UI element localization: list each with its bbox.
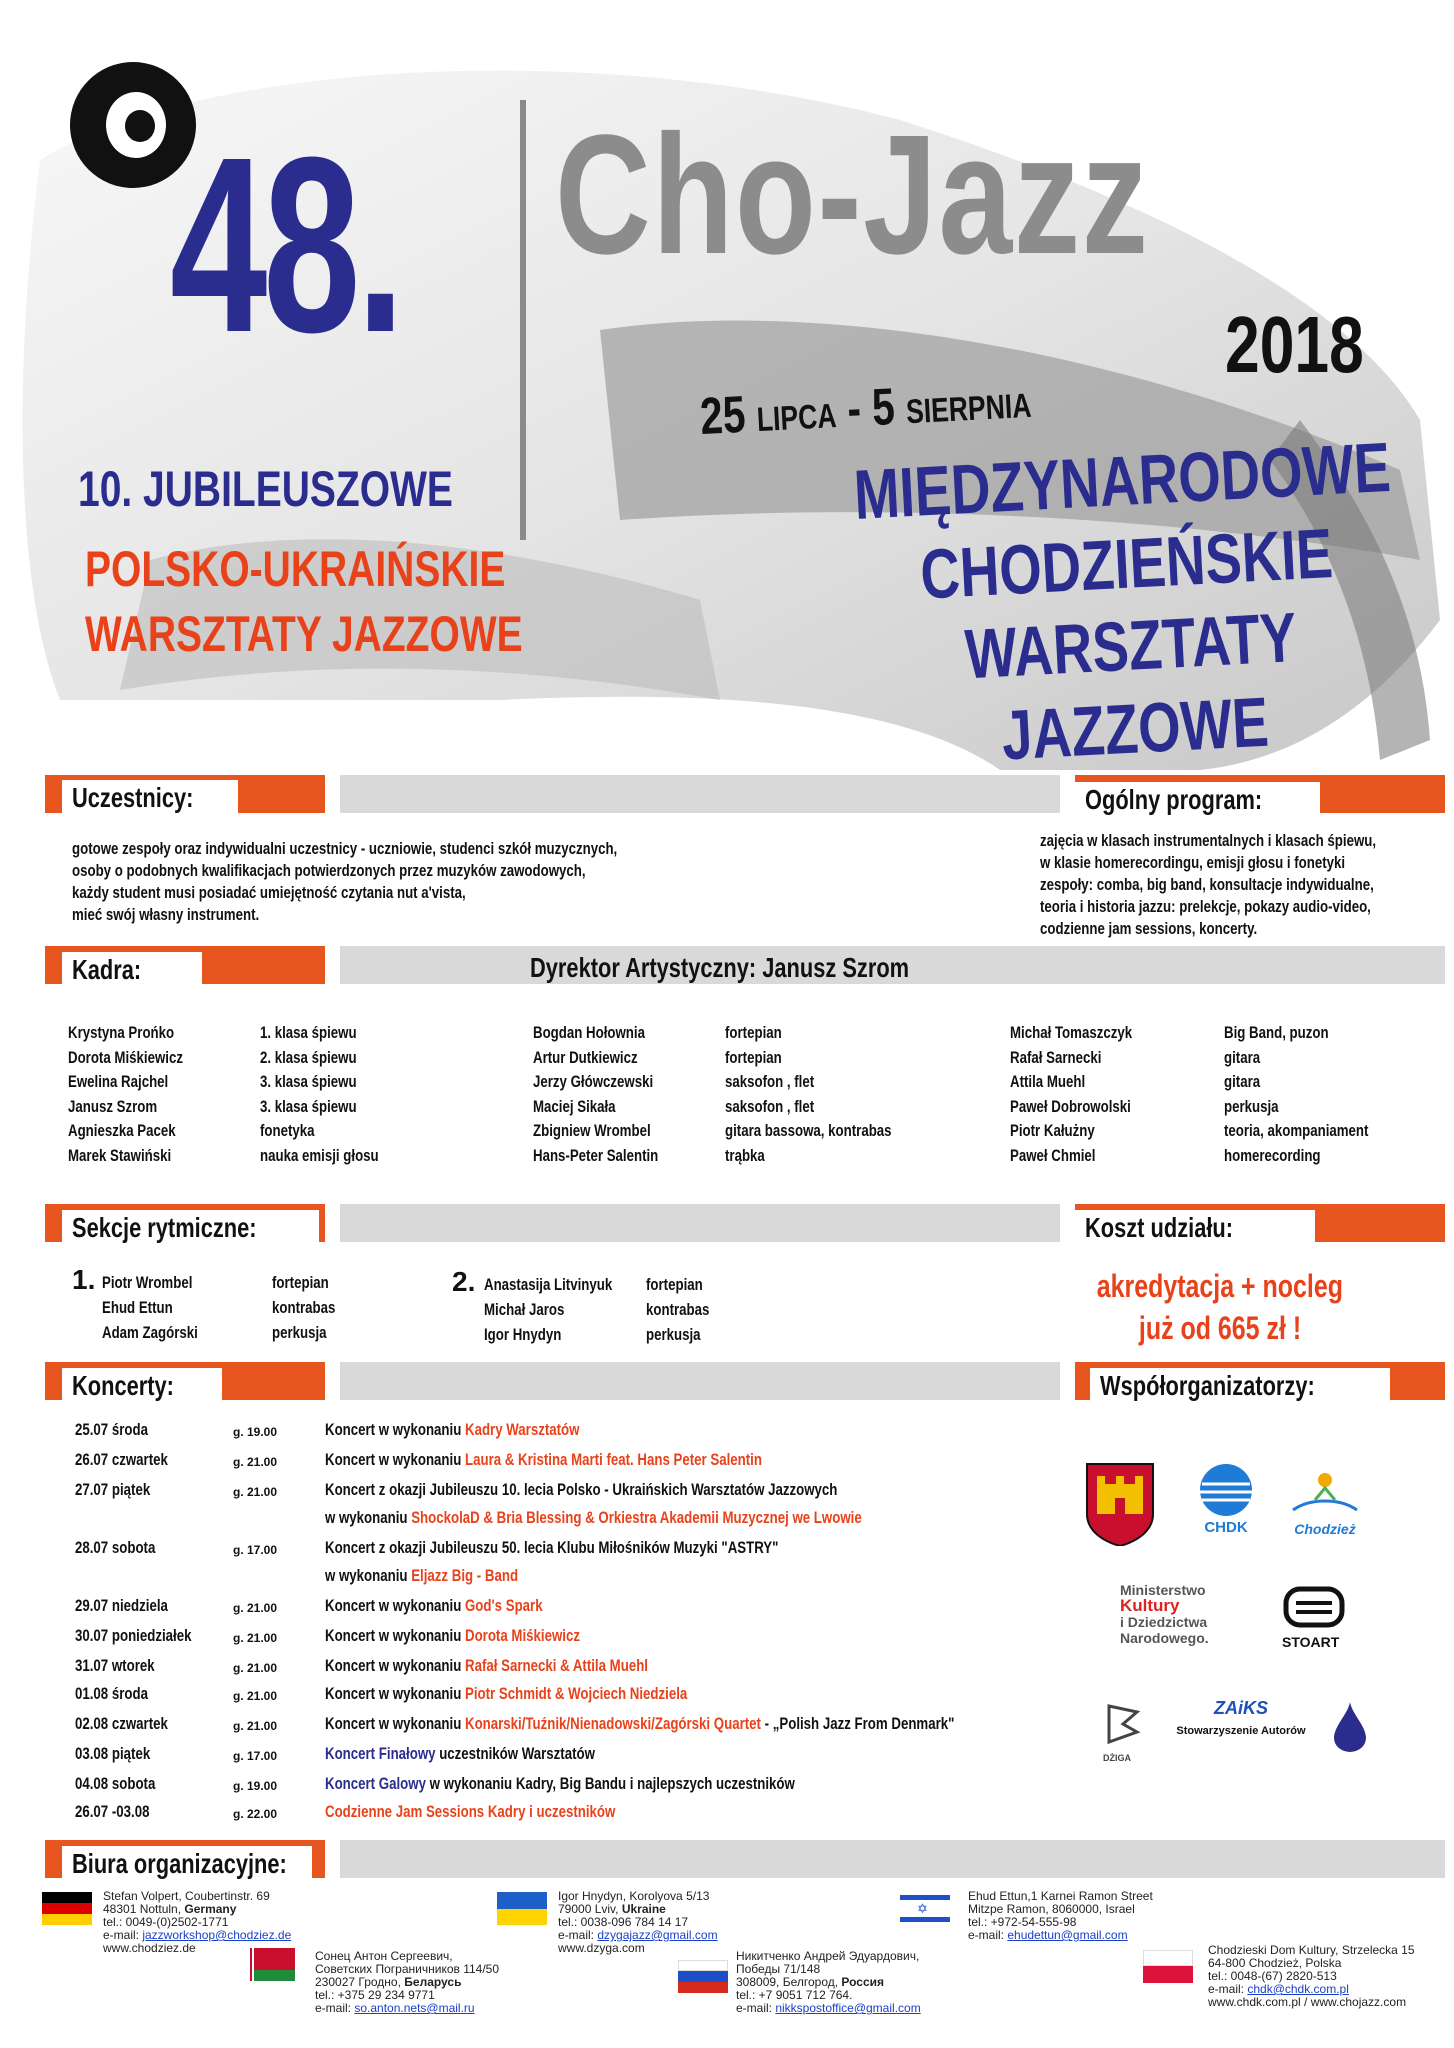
rhythm-member-name: Michał Jaros: [484, 1300, 565, 1319]
concert-row: [75, 1744, 1075, 1772]
staff-member-row: [533, 1145, 933, 1170]
artistic-director: Dyrektor Artystyczny: Janusz Szrom: [530, 952, 910, 983]
staff-member-name: Jerzy Główczewski: [533, 1072, 654, 1091]
staff-title: Kadra:: [62, 952, 202, 988]
staff-member-name: Piotr Kałużny: [1010, 1121, 1095, 1140]
office-russia-email-link[interactable]: nikkspostoffice@gmail.com: [775, 2001, 921, 2015]
concert-date: 04.08 sobota: [75, 1774, 156, 1793]
concerts-title: Koncerty:: [62, 1368, 222, 1404]
rhythm-member-row: [102, 1272, 432, 1297]
rhythm-member-row: [484, 1274, 814, 1299]
concert-time: g. 17.00: [233, 1749, 278, 1763]
chodziez-coat-of-arms-logo: [1085, 1462, 1155, 1546]
concert-row: [75, 1714, 1075, 1742]
poland-flag-icon: [1143, 1950, 1193, 1983]
polish-ukrainian-line2: WARSZTATY JAZZOWE: [85, 606, 523, 662]
rhythm-member-name: Adam Zagórski: [102, 1323, 198, 1342]
staff-member-name: Agnieszka Pacek: [68, 1121, 176, 1140]
ministry-of-culture-logo: Ministerstwo Kultury i Dziedzictwa Narodowego.: [1120, 1582, 1209, 1646]
concert-performer: Dorota Miśkiewicz: [464, 1626, 580, 1645]
concert-description: w wykonaniu ShockolaD & Bria Blessing & Orkiestra Akademii Muzycznej we Lwowie: [325, 1508, 862, 1527]
concert-description: Koncert w wykonaniu Rafał Sarnecki & Attila Muehl: [325, 1656, 648, 1675]
office-israel: Ehud Ettun,1 Karnei Ramon Street Mitzpe Ramon, 8060000, Israel tel.: +972-54-555-98 e-mail: ehudettun@gmail.com: [968, 1889, 1153, 1942]
concert-date: 26.07 czwartek: [75, 1450, 168, 1469]
office-ukraine: Igor Hnydyn, Korolyova 5/13 79000 Lviv, Ukraine tel.: 0038-096 784 14 17 e-mail: dzygajazz@gmail.com www.dzyga.com: [558, 1889, 718, 1955]
ukraine-flag-icon: [497, 1892, 547, 1925]
staff-member-row: [68, 1047, 418, 1072]
concert-time: g. 21.00: [233, 1631, 278, 1645]
concert-date: 28.07 sobota: [75, 1538, 156, 1557]
staff-member-role: gitara: [1224, 1047, 1261, 1067]
concert-description: Koncert w wykonaniu Piotr Schmidt & Wojciech Niedziela: [325, 1684, 688, 1703]
staff-member-name: Bogdan Hołownia: [533, 1023, 645, 1042]
concert-performer: Koncert Finałowy: [325, 1744, 436, 1763]
chodziez-city-logo: Chodzież: [1285, 1470, 1365, 1538]
concert-description: Koncert w wykonaniu Laura & Kristina Marti feat. Hans Peter Salentin: [325, 1450, 762, 1469]
staff-member-row: [68, 1071, 418, 1096]
rhythm-member-role: kontrabas: [646, 1300, 710, 1319]
rhythm-member-role: fortepian: [646, 1275, 703, 1294]
staff-member-row: [68, 1145, 418, 1170]
rhythm-section-1: [102, 1272, 432, 1347]
staff-member-name: Rafał Sarnecki: [1010, 1047, 1102, 1067]
concert-time: g. 17.00: [233, 1543, 278, 1557]
dziga-logo: DŻIGA: [1103, 1702, 1143, 1758]
polish-ukrainian-line1: POLSKO-UKRAIŃSKIE: [85, 541, 506, 597]
staff-member-row: [68, 1096, 418, 1121]
russia-flag-icon: [678, 1960, 728, 1993]
concert-date: 26.07 -03.08: [75, 1802, 150, 1821]
staff-member-role: perkusja: [1224, 1096, 1279, 1116]
concert-row: [75, 1566, 1075, 1594]
concert-time: g. 22.00: [233, 1807, 278, 1821]
coorganizers-title: Współorganizatorzy:: [1090, 1368, 1390, 1404]
concert-description: Koncert w wykonaniu Kadry Warsztatów: [325, 1420, 580, 1439]
staff-member-role: fortepian: [725, 1023, 782, 1042]
concert-performer: Laura & Kristina Marti feat. Hans Peter Salentin: [464, 1450, 762, 1469]
concert-time: g. 21.00: [233, 1719, 278, 1733]
staff-member-name: Janusz Szrom: [68, 1096, 158, 1116]
office-germany: Stefan Volpert, Coubertinstr. 69 48301 Nottuln, Germany tel.: 0049-(0)2502-1771 e-mail: jazzworkshop@chodziez.de www.chodziez.de: [103, 1889, 292, 1955]
staff-member-name: Maciej Sikała: [533, 1096, 616, 1116]
stoart-logo: STOART: [1282, 1585, 1352, 1650]
concert-row: [75, 1626, 1075, 1654]
staff-member-row: [1010, 1047, 1440, 1072]
staff-member-role: 1. klasa śpiewu: [260, 1023, 357, 1042]
concert-time: g. 21.00: [233, 1661, 278, 1675]
staff-member-role: teoria, akompaniament: [1224, 1121, 1369, 1140]
concert-description: Koncert Galowy w wykonaniu Kadry, Big Bandu i najlepszych uczestników: [325, 1774, 795, 1793]
staff-member-role: 3. klasa śpiewu: [260, 1072, 357, 1091]
concert-description: Koncert z okazji Jubileuszu 10. lecia Polsko - Ukraińskich Warsztatów Jazzowych: [325, 1480, 838, 1499]
staff-column-2: [533, 1022, 933, 1169]
concert-date: 03.08 piątek: [75, 1744, 151, 1763]
concert-row: [75, 1596, 1075, 1624]
concert-date: 02.08 czwartek: [75, 1714, 168, 1733]
rhythm-member-role: fortepian: [272, 1273, 329, 1292]
rhythm-member-name: Piotr Wrombel: [102, 1273, 193, 1292]
rhythm-member-row: [102, 1322, 432, 1347]
concert-date: 31.07 wtorek: [75, 1656, 155, 1675]
concert-row: [75, 1480, 1075, 1508]
staff-member-role: nauka emisji głosu: [260, 1145, 379, 1165]
rhythm-member-row: [484, 1324, 814, 1349]
concert-performer: Koncert Galowy: [325, 1774, 426, 1793]
office-poland-email-link[interactable]: chdk@chdk.com.pl: [1247, 1982, 1349, 1996]
concert-performer: Codzienne Jam Sessions Kadry i uczestników: [325, 1802, 616, 1821]
concert-performer: Konarski/Tuźnik/Nienadowski/Zagórski Quartet: [464, 1714, 761, 1733]
staff-member-name: Paweł Chmiel: [1010, 1145, 1096, 1165]
rhythm-member-row: [484, 1299, 814, 1324]
staff-member-role: gitara: [1224, 1072, 1261, 1091]
staff-member-name: Artur Dutkiewicz: [533, 1047, 638, 1067]
concert-description: Koncert w wykonaniu Konarski/Tuźnik/Nienadowski/Zagórski Quartet - „Polish Jazz From Denmark": [325, 1714, 955, 1733]
staff-member-role: saksofon , flet: [725, 1072, 815, 1091]
participants-title: Uczestnicy:: [62, 780, 238, 816]
staff-member-row: [68, 1120, 418, 1145]
concert-time: g. 21.00: [233, 1455, 278, 1469]
concert-description: Koncert z okazji Jubileuszu 50. lecia Klubu Miłośników Muzyki "ASTRY": [325, 1538, 779, 1557]
office-israel-email-link[interactable]: ehudettun@gmail.com: [1007, 1928, 1128, 1942]
ink-drop-logo: [1330, 1700, 1370, 1754]
rhythm-title: Sekcje rytmiczne:: [62, 1210, 319, 1246]
staff-member-role: fonetyka: [260, 1121, 315, 1140]
concert-time: g. 19.00: [233, 1779, 278, 1793]
rhythm-member-role: perkusja: [646, 1325, 701, 1344]
staff-member-row: [533, 1096, 933, 1121]
office-germany-email-link[interactable]: jazzworkshop@chodziez.de: [142, 1928, 292, 1942]
concert-description: Koncert Finałowy uczestników Warsztatów: [325, 1744, 595, 1763]
rhythm-member-name: Anastasija Litvinyuk: [484, 1275, 613, 1294]
staff-member-row: [1010, 1120, 1440, 1145]
concert-performer: God's Spark: [464, 1596, 543, 1615]
concert-row: [75, 1508, 1075, 1536]
concert-row: [75, 1420, 1075, 1448]
concert-description: Koncert w wykonaniu God's Spark: [325, 1596, 543, 1615]
staff-column-3: [1010, 1022, 1440, 1169]
festival-title: Cho-Jazz: [555, 100, 1150, 290]
concert-description: [325, 1802, 615, 1822]
office-russia: Никитченко Андрей Эдуардович, Победы 71/148 308009, Белгород, Россия tel.: +7 9051 712 764. e-mail: nikkspostoffice@gmail.com: [736, 1949, 921, 2015]
staff-member-role: Big Band, puzon: [1224, 1023, 1329, 1042]
concert-date: 01.08 środa: [75, 1684, 148, 1703]
concert-time: g. 21.00: [233, 1689, 278, 1703]
staff-member-row: [533, 1022, 933, 1047]
rhythm-member-name: Ehud Ettun: [102, 1298, 173, 1317]
staff-column-1: [68, 1022, 418, 1169]
festival-dates: 25 LIPCA - 5 SIERPNIA: [698, 377, 1033, 447]
rhythm-section-2: [484, 1274, 814, 1349]
staff-member-row: [1010, 1096, 1440, 1121]
office-ukraine-email-link[interactable]: dzygajazz@gmail.com: [597, 1928, 718, 1942]
staff-member-name: Hans-Peter Salentin: [533, 1145, 659, 1165]
rhythm-member-name: Igor Hnydyn: [484, 1325, 562, 1344]
zaiks-logo: ZAiKS Stowarzyszenie Autorów: [1176, 1698, 1306, 1737]
staff-member-row: [1010, 1022, 1440, 1047]
staff-member-row: [68, 1022, 418, 1047]
concert-performer: Piotr Schmidt & Wojciech Niedziela: [464, 1684, 688, 1703]
concert-row: [75, 1656, 1075, 1684]
concert-row: [75, 1538, 1075, 1566]
concert-description: Koncert w wykonaniu Dorota Miśkiewicz: [325, 1626, 580, 1645]
concert-row: [75, 1684, 1075, 1712]
cost-text: akredytacja + nocleg już od 665 zł !: [1096, 1268, 1344, 1346]
concert-date: 27.07 piątek: [75, 1480, 151, 1499]
staff-member-name: Ewelina Rajchel: [68, 1072, 169, 1091]
concert-description: w wykonaniu Eljazz Big - Band: [325, 1566, 519, 1585]
rhythm-section-2-number: 2.: [452, 1266, 476, 1297]
germany-flag-icon: [42, 1892, 92, 1925]
staff-member-role: 2. klasa śpiewu: [260, 1047, 357, 1067]
staff-member-role: homerecording: [1224, 1145, 1321, 1165]
staff-member-name: Michał Tomaszczyk: [1010, 1023, 1133, 1042]
staff-member-name: Marek Stawiński: [68, 1145, 172, 1165]
jubilee-label: 10. JUBILEUSZOWE: [78, 461, 453, 517]
year: 2018: [1225, 300, 1364, 389]
concert-performer: ShockolaD & Bria Blessing & Orkiestra Akademii Muzycznej we Lwowie: [411, 1508, 862, 1527]
concert-performer: Rafał Sarnecki & Attila Muehl: [464, 1656, 648, 1675]
concert-time: g. 21.00: [233, 1485, 278, 1499]
concert-row: [75, 1802, 1075, 1830]
offices-title: Biura organizacyjne:: [62, 1846, 312, 1882]
program-title: Ogólny program:: [1075, 782, 1320, 818]
staff-member-role: 3. klasa śpiewu: [260, 1096, 357, 1116]
belarus-flag-icon: [245, 1948, 295, 1981]
staff-member-row: [533, 1071, 933, 1096]
staff-member-name: Dorota Miśkiewicz: [68, 1047, 183, 1067]
participants-text: gotowe zespoły oraz indywidualni uczestnicy - uczniowie, studenci szkół muzycznych, osoby o podobnych kwalifikacjach potwierdzonych przez muzyków zawodowych, każdy student musi posiadać umiejętność czytania nut a'vista, mieć swój własny instrument.: [72, 839, 618, 924]
cost-title: Koszt udziału:: [1075, 1210, 1315, 1246]
staff-member-role: gitara bassowa, kontrabas: [725, 1121, 892, 1140]
staff-member-name: Paweł Dobrowolski: [1010, 1096, 1131, 1116]
rhythm-section-1-number: 1.: [72, 1264, 96, 1295]
staff-member-row: [533, 1120, 933, 1145]
office-poland: Chodzieski Dom Kultury, Strzelecka 15 64-800 Chodzież, Polska tel.: 0048-(67) 2820-513 e-mail: chdk@chdk.com.pl www.chdk.com.pl / www.chojazz.com: [1208, 1943, 1415, 2009]
staff-member-name: Krystyna Prońko: [68, 1023, 175, 1042]
rhythm-member-row: [102, 1297, 432, 1322]
international-workshops-title: MIĘDZYNARODOWE CHODZIEŃSKIE WARSZTATY JAZZOWE: [852, 427, 1393, 775]
staff-member-row: [533, 1047, 933, 1072]
staff-member-role: saksofon , flet: [725, 1096, 815, 1116]
concert-date: 30.07 poniedziałek: [75, 1626, 192, 1645]
concert-performer: Eljazz Big - Band: [411, 1566, 519, 1585]
staff-member-row: [1010, 1071, 1440, 1096]
staff-member-role: fortepian: [725, 1047, 782, 1067]
edition-number: 48.: [170, 105, 401, 384]
rhythm-member-role: perkusja: [272, 1323, 327, 1342]
concert-time: g. 21.00: [233, 1601, 278, 1615]
concert-row: [75, 1450, 1075, 1478]
concert-date: 29.07 niedziela: [75, 1596, 168, 1615]
staff-member-row: [1010, 1145, 1440, 1170]
concert-time: g. 19.00: [233, 1425, 278, 1439]
concert-row: [75, 1774, 1075, 1802]
concert-date: 25.07 środa: [75, 1420, 148, 1439]
office-belarus: Сонец Антон Сергеевич, Советских Пограничников 114/50 230027 Гродно, Беларусь tel.: +375 29 234 9771 e-mail: so.anton.nets@mail.ru: [315, 1949, 500, 2015]
chdk-logo: CHDK: [1190, 1462, 1262, 1534]
rhythm-member-role: kontrabas: [272, 1298, 336, 1317]
staff-member-name: Attila Muehl: [1010, 1072, 1086, 1091]
staff-member-name: Zbigniew Wrombel: [533, 1121, 651, 1140]
concert-performer: Kadry Warsztatów: [464, 1420, 580, 1439]
israel-flag-icon: ✡: [900, 1892, 950, 1925]
office-belarus-email-link[interactable]: so.anton.nets@mail.ru: [354, 2001, 475, 2015]
staff-member-role: trąbka: [725, 1145, 765, 1165]
program-text: zajęcia w klasach instrumentalnych i klasach śpiewu, w klasie homerecordingu, emisji głosu i fonetyki zespoły: comba, big band, konsultacje indywidualne, teoria i historia jazzu: prelekcje, pokazy audio-video, codzienne jam sessions, koncerty.: [1040, 831, 1377, 938]
